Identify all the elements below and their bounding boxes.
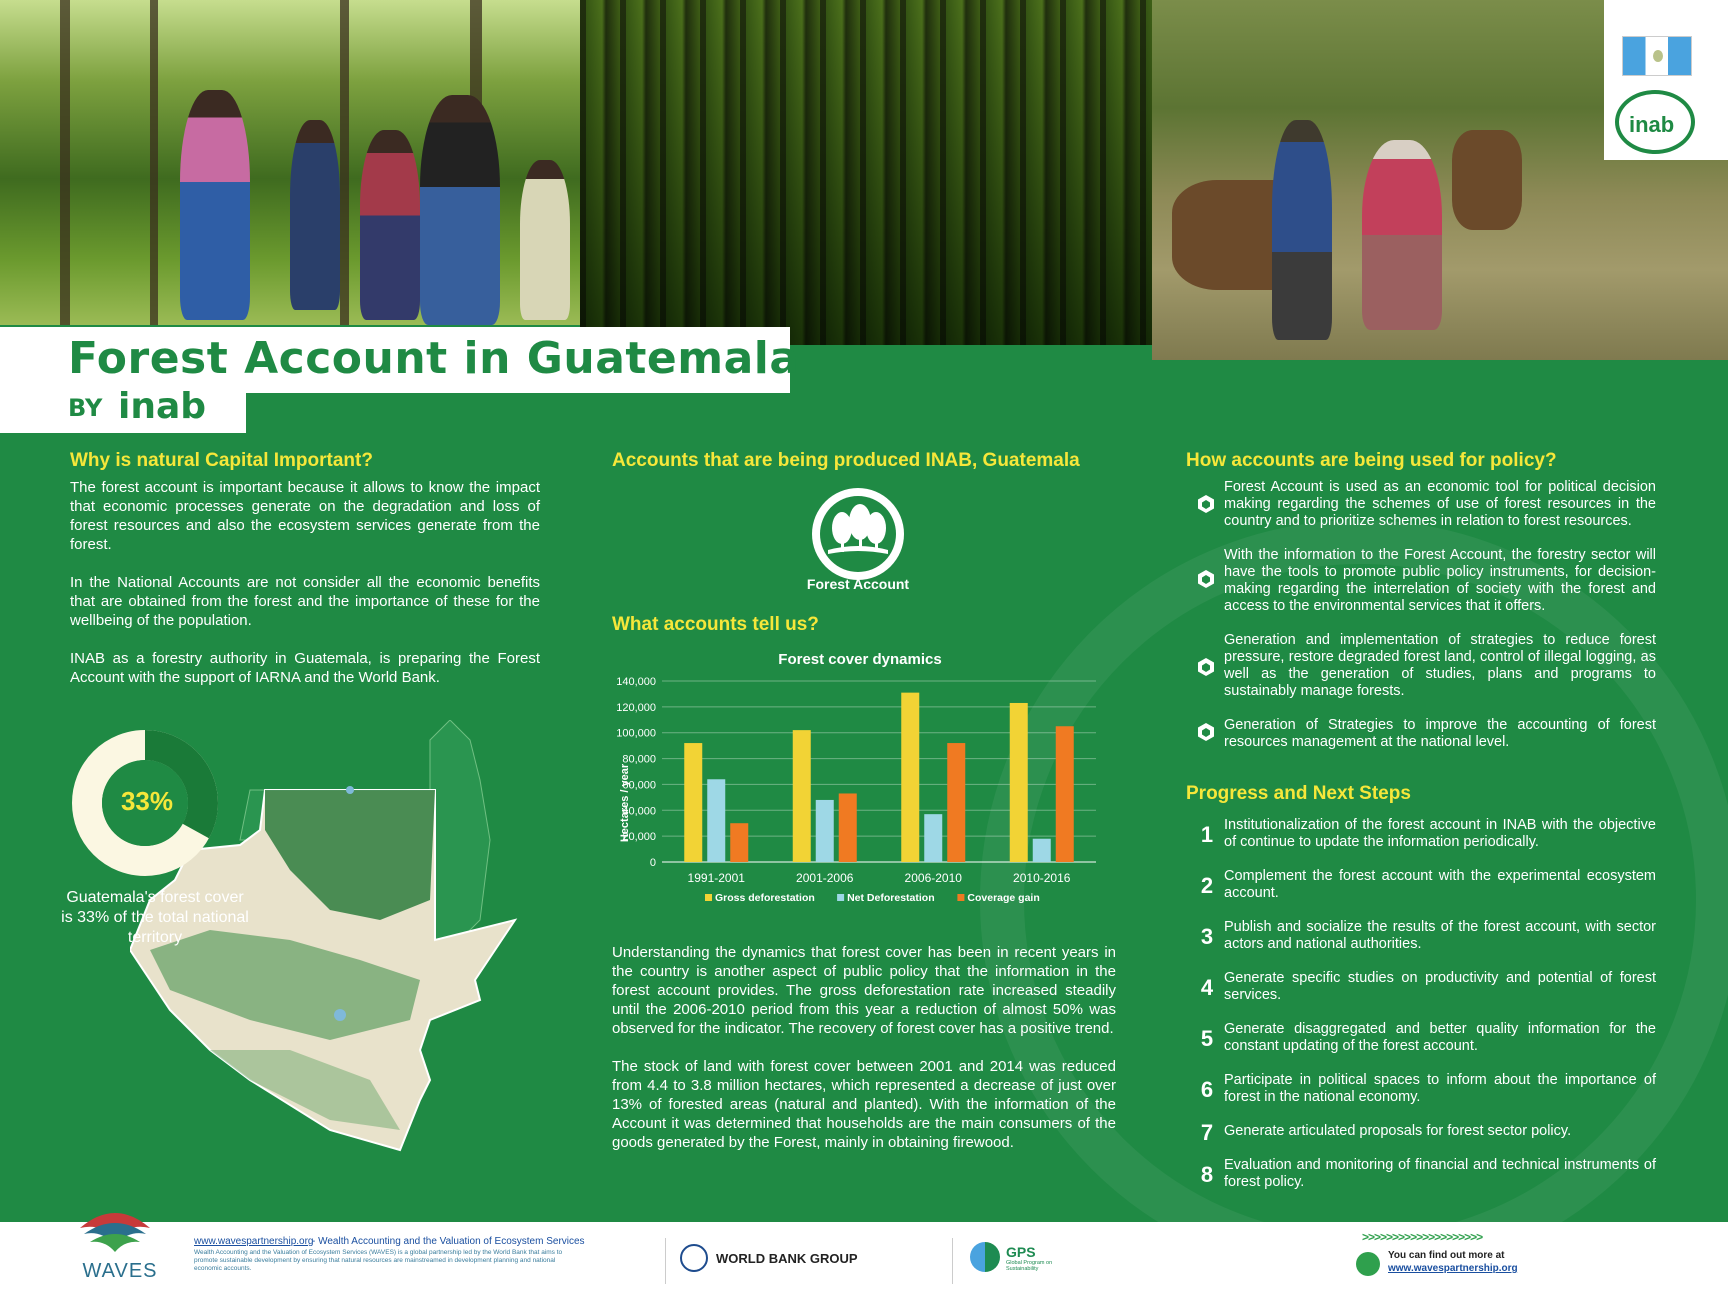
gps-subtitle: Global Program on Sustainability xyxy=(1006,1260,1053,1272)
forest-cover-chart xyxy=(610,643,1110,915)
chart-y-tick-label: 140,000 xyxy=(616,676,656,688)
why-body xyxy=(70,478,540,706)
chart-x-tick-label: 2010-2016 xyxy=(1013,871,1071,885)
hexagon-bullet-icon xyxy=(1196,657,1216,677)
chart-y-axis-label: Hectares / year xyxy=(619,763,631,843)
chart-bar xyxy=(793,730,811,862)
gps-logo-icon xyxy=(970,1242,1000,1272)
step-number: 4 xyxy=(1200,975,1214,1000)
waves-link[interactable]: www.wavespartnership.org xyxy=(194,1236,314,1247)
chart-bar xyxy=(684,743,702,862)
step-number: 2 xyxy=(1200,873,1214,898)
hexagon-bullet-icon xyxy=(1196,494,1216,514)
inab-logo xyxy=(1615,90,1695,154)
map-lake xyxy=(334,1009,346,1021)
step-number: 7 xyxy=(1200,1120,1214,1145)
page-title: Forest Account in Guatemala xyxy=(68,333,800,384)
chart-y-tick-label: 80,000 xyxy=(622,753,656,766)
step-number: 5 xyxy=(1200,1026,1214,1051)
chart-legend-swatch xyxy=(837,894,844,901)
policy-item: Generation of Strategies to improve the accounting of forest resources management at the national level. xyxy=(1224,717,1656,750)
photo-forest-plantation xyxy=(580,0,1152,345)
forest-cover-percent: 33% xyxy=(120,786,174,816)
step-text: Publish and socialize the results of the forest account, with sector actors and national authorities. xyxy=(1224,919,1656,952)
inab-logotype: inab xyxy=(118,386,207,427)
step-text: Evaluation and monitoring of financial and technical instruments of forest policy. xyxy=(1224,1157,1656,1190)
chart-bar xyxy=(1056,726,1074,862)
hexagon-bullet-icon xyxy=(1196,722,1216,742)
step-text: Complement the forest account with the experimental ecosystem account. xyxy=(1224,868,1656,901)
chart-legend xyxy=(705,892,1040,904)
world-bank-globe-icon xyxy=(680,1244,708,1272)
chart-legend-swatch xyxy=(957,894,964,901)
why-paragraph: INAB as a forestry authority in Guatemala, is preparing the Forest Account with the support of IARNA and the World Bank. xyxy=(70,650,540,686)
chart-legend-label: Gross deforestation xyxy=(715,892,815,904)
step-text: Generate specific studies on productivity and potential of forest services. xyxy=(1224,970,1656,1003)
step-number: 1 xyxy=(1200,822,1214,847)
chart-bar xyxy=(1010,703,1028,862)
hexagon-bullet-icon xyxy=(1196,569,1216,589)
chart-legend-swatch xyxy=(705,894,712,901)
world-bank-group-label: WORLD BANK GROUP xyxy=(716,1251,858,1266)
chart-y-tick-label: 0 xyxy=(649,857,656,869)
inab-logo-text: inab xyxy=(1629,112,1675,137)
chart-bar xyxy=(839,793,857,862)
chart-bar xyxy=(816,800,834,862)
map-lake xyxy=(346,786,354,794)
globe-icon xyxy=(1356,1252,1380,1276)
footer-divider xyxy=(665,1238,666,1284)
waves-description: Wealth Accounting and the Valuation of Ecosystem Services (WAVES) is a global partnership led by the World Bank that aims to promote sustainable development by ensuring that natural resources are mainstreamed in development planning and national economic accounts. xyxy=(194,1249,563,1272)
chart-y-tick-label: 40,000 xyxy=(622,805,656,818)
tell-paragraph: The stock of land with forest cover between 2001 and 2014 was reduced from 4.4 to 3.8 million hectares, which represented a decrease of just over 13% of forested areas (natural and planted). With the information of the Account it was determined that households are the main consumers of the goods generated by the Forest, mainly in obtaining firewood. xyxy=(612,1058,1116,1151)
waves-name: WAVES xyxy=(82,1260,158,1282)
why-paragraph: The forest account is important because it allows to know the impact that economic processes generate on the degradation and loss of forest resources and also the ecosystem services generate from the forest. xyxy=(70,479,540,553)
chart-bar xyxy=(730,823,748,862)
chart-x-tick-label: 2001-2006 xyxy=(796,871,854,885)
chart-y-tick-label: 60,000 xyxy=(622,779,656,792)
why-heading: Why is natural Capital Important? xyxy=(70,450,373,471)
chart-bar xyxy=(924,814,942,862)
chart-x-tick-label: 1991-2001 xyxy=(687,871,745,885)
step-text: Institutionalization of the forest account in INAB with the objective of continue to update the information periodically. xyxy=(1224,817,1656,850)
find-out-more-link[interactable]: www.wavespartnership.org xyxy=(1388,1263,1518,1274)
chart-title: Forest cover dynamics xyxy=(778,651,942,668)
waves-tagline: - Wealth Accounting and the Valuation of Ecosystem Services xyxy=(312,1236,585,1247)
chart-legend-label: Coverage gain xyxy=(967,892,1040,904)
by-label: BY xyxy=(68,394,103,422)
step-text: Generate disaggregated and better quality information for the constant updating of the forest account. xyxy=(1224,1021,1656,1054)
footer-divider xyxy=(952,1238,953,1284)
chart-y-tick-label: 120,000 xyxy=(616,701,656,714)
forest-cover-caption: Guatemala's forest cover is 33% of the total national territory xyxy=(61,889,249,946)
step-number: 6 xyxy=(1200,1077,1214,1102)
photo-women-forest xyxy=(0,0,580,325)
chart-bar xyxy=(707,779,725,862)
policy-item: With the information to the Forest Account, the forestry sector will have the tools to promote public policy instruments, for decision-making regarding the interrelation of society with the forest and access to the environmental services that it offers. xyxy=(1224,547,1656,614)
policy-item: Forest Account is used as an economic tool for political decision making regarding the schemes of use of forest resources in the country and to prioritize schemes in relation to forest resources. xyxy=(1224,479,1656,529)
accounts-heading: Accounts that are being produced INAB, Guatemala xyxy=(612,450,1080,471)
chart-bar xyxy=(901,693,919,862)
step-text: Generate articulated proposals for forest sector policy. xyxy=(1224,1123,1572,1139)
tell-body xyxy=(612,943,1116,1171)
tell-heading: What accounts tell us? xyxy=(612,614,819,635)
chart-x-tick-label: 2006-2010 xyxy=(904,871,962,885)
tell-paragraph: Understanding the dynamics that forest cover has been in recent years in the country is another aspect of public policy that the information in the forest account provides. The gross deforestation rate increased steadily until the 2006-2010 period from this year a reduction of almost 50% was observed for the indicator. The recovery of forest cover has a positive trend. xyxy=(612,944,1116,1037)
progress-heading: Progress and Next Steps xyxy=(1186,783,1411,804)
arrows-decoration: >>>>>>>>>>>>>>>>>>>> xyxy=(1362,1230,1483,1244)
step-text: Participate in political spaces to inform about the importance of forest in the national economy. xyxy=(1224,1072,1656,1105)
policy-item: Generation and implementation of strategies to reduce forest pressure, restore degraded forest land, control of illegal logging, as well as the generation of studies, plans and programs to sustainably manage forests. xyxy=(1224,632,1656,699)
step-number: 3 xyxy=(1200,924,1214,949)
waves-logo-icon xyxy=(70,1198,160,1258)
policy-heading: How accounts are being used for policy? xyxy=(1186,450,1557,471)
chart-bar xyxy=(1033,839,1051,862)
forest-icon xyxy=(812,488,904,580)
guatemala-flag-icon xyxy=(1622,36,1692,76)
chart-x-labels xyxy=(688,871,1071,885)
chart-legend-label: Net Deforestation xyxy=(847,892,935,904)
forest-account-label: Forest Account xyxy=(806,576,910,592)
find-out-more-label: You can find out more at xyxy=(1388,1250,1505,1261)
step-number: 8 xyxy=(1200,1162,1214,1187)
chart-y-tick-label: 100,000 xyxy=(616,727,656,740)
gps-label: GPS xyxy=(1006,1244,1036,1260)
chart-bar xyxy=(947,743,965,862)
chart-y-tick-label: 20,000 xyxy=(622,831,656,844)
why-paragraph: In the National Accounts are not consider all the economic benefits that are obtained from the forest and the importance of these for the wellbeing of the population. xyxy=(70,574,540,629)
